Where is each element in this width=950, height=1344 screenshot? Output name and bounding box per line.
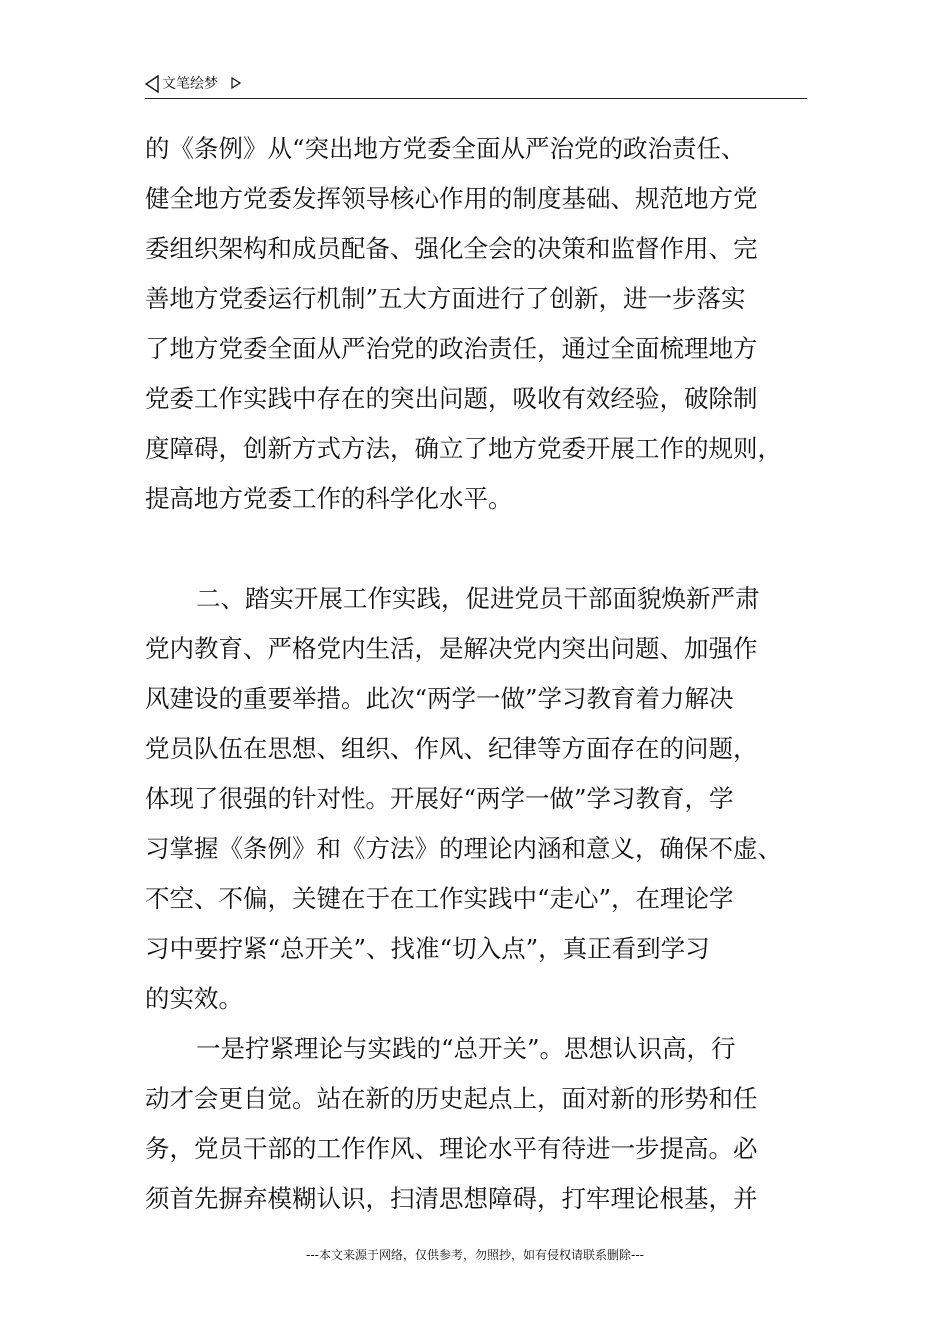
right-triangle-icon	[231, 77, 241, 89]
text-line: 风建设的重要举措。此次“两学一做”学习教育着力解决	[145, 684, 734, 713]
text-line: 动才会更自觉。站在新的历史起点上，面对新的形势和任	[145, 1084, 758, 1113]
header-title: 文笔绘梦	[162, 76, 218, 92]
text-line: 的《条例》从“突出地方党委全面从严治党的政治责任、	[145, 134, 746, 163]
text-line: 党内教育、严格党内生活，是解决党内突出问题、加强作	[145, 634, 758, 663]
text-line: 提高地方党委工作的科学化水平。	[145, 484, 513, 513]
section-heading: 二、踏实开展工作实践，促进党员干部面貌焕新严肃	[196, 584, 760, 613]
text-line: 党员队伍在思想、组织、作风、纪律等方面存在的问题，	[145, 734, 758, 763]
text-line: 习掌握《条例》和《方法》的理论内涵和意义，确保不虚、	[145, 834, 782, 863]
text-line: 度障碍，创新方式方法，确立了地方党委开展工作的规则，	[145, 434, 782, 463]
text-line: 健全地方党委发挥领导核心作用的制度基础、规范地方党	[145, 184, 758, 213]
text-line: 体现了很强的针对性。开展好“两学一做”学习教育，学	[145, 784, 734, 813]
text-line: 不空、不偏，关键在于在工作实践中“走心”，在理论学	[145, 884, 734, 913]
left-triangle-icon	[145, 74, 159, 94]
text-line: 善地方党委运行机制”五大方面进行了创新，进一步落实	[145, 284, 746, 313]
text-line: 的实效。	[145, 984, 243, 1013]
text-line: 委组织架构和成员配备、强化全会的决策和监督作用、完	[145, 234, 758, 263]
text-line: 务，党员干部的工作作风、理论水平有待进一步提高。必	[145, 1134, 758, 1163]
page-header	[145, 74, 807, 99]
text-line: 了地方党委全面从严治党的政治责任，通过全面梳理地方	[145, 334, 758, 363]
text-line: 党委工作实践中存在的突出问题，吸收有效经验，破除制	[145, 384, 758, 413]
paragraph-start: 一是拧紧理论与实践的“总开关”。思想认识高，行	[196, 1034, 736, 1063]
text-line: 习中要拧紧“总开关”、找准“切入点”，真正看到学习	[145, 934, 710, 963]
text-line: 须首先摒弃模糊认识，扫清思想障碍，打牢理论根基，并	[145, 1184, 758, 1213]
page-footer: ---本文来源于网络，仅供参考，勿照抄，如有侵权请联系删除---	[306, 1248, 644, 1262]
